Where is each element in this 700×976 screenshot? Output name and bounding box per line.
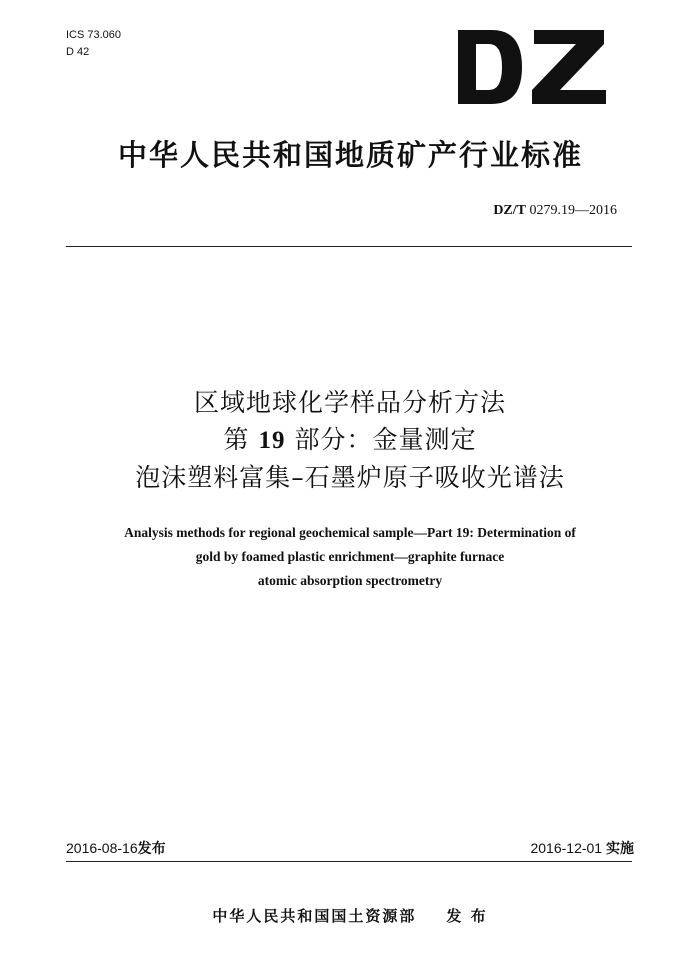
chinese-title-line-2 (0, 421, 700, 459)
issue-date-value: 2016-08-16 (66, 840, 138, 856)
ccs-code: D 42 (66, 46, 90, 58)
standard-code-prefix: DZ/T (493, 203, 526, 218)
chinese-title (0, 384, 700, 496)
english-title-line-2: gold by foamed plastic enrichment—graphite furnace (195, 549, 505, 564)
publish-label: 发 布 (446, 907, 488, 925)
dz-logo-graphic (458, 30, 606, 104)
classification-codes (66, 27, 121, 61)
english-title-line-3: atomic absorption spectrometry (257, 573, 443, 588)
implementation-date (530, 838, 634, 858)
ics-code: ICS 73.060 (66, 29, 122, 41)
issue-date (66, 838, 166, 858)
implementation-date-value: 2016-12-01 (530, 840, 603, 856)
part-number: 19 (258, 427, 286, 454)
chinese-title-line-3: 泡沫塑料富集–石墨炉原子吸收光谱法 (135, 463, 565, 492)
standard-category-title: 中华人民共和国地质矿产行业标准 (117, 138, 583, 172)
publisher-name: 中华人民共和国国土资源部 (212, 907, 417, 925)
publisher-line (0, 905, 700, 926)
chinese-title-line-1: 区域地球化学样品分析方法 (193, 388, 506, 417)
english-title-line-1: Analysis methods for regional geochemical sample—Part 19: Determination of (124, 525, 576, 540)
standard-code-number: 0279.19—2016 (529, 203, 617, 218)
issue-date-label: 发布 (137, 841, 166, 857)
dz-logo (458, 30, 606, 104)
part-prefix: 第 (223, 425, 250, 454)
standard-code (493, 203, 617, 219)
part-subject: 部分：金量测定 (294, 425, 477, 454)
header-divider (66, 246, 632, 247)
footer-divider (66, 861, 632, 862)
english-title (40, 521, 660, 593)
implementation-date-label: 实施 (606, 841, 634, 857)
